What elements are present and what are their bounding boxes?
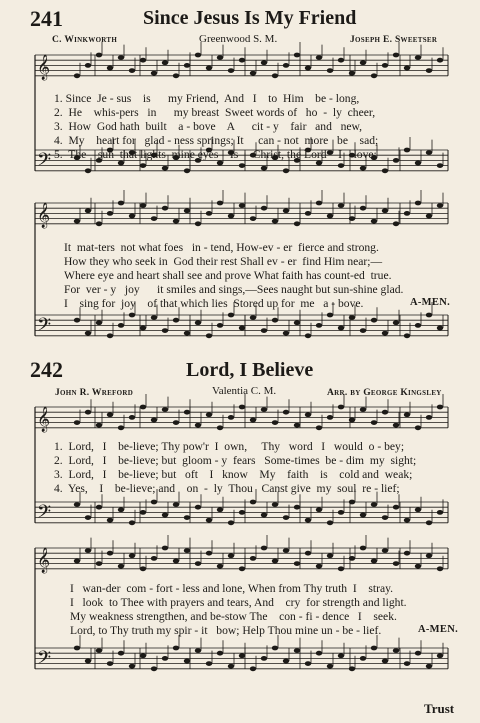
note-head — [360, 206, 366, 211]
note-head — [118, 201, 124, 206]
note-head — [338, 653, 344, 658]
note-head — [294, 53, 300, 58]
note-head — [74, 502, 80, 507]
note-head — [140, 203, 146, 208]
bass-clef-icon: 𝄢 — [37, 150, 52, 175]
note-head — [184, 548, 190, 553]
note-head — [305, 66, 311, 71]
note-head — [327, 313, 333, 318]
note-head — [316, 201, 322, 206]
note-head — [327, 68, 333, 73]
note-head — [349, 418, 355, 423]
verse-block-242-b — [70, 582, 407, 638]
note-head — [426, 415, 432, 420]
note-head — [371, 318, 377, 323]
note-head — [415, 425, 421, 430]
verse-line: 3. How God hath built a - bove A cit - y fair and new, — [54, 120, 363, 133]
note-head — [107, 66, 113, 71]
note-head — [404, 148, 410, 153]
note-head — [272, 559, 278, 564]
note-head — [426, 553, 432, 558]
note-head — [382, 659, 388, 664]
note-head — [437, 566, 443, 571]
note-head — [250, 556, 256, 561]
note-head — [162, 513, 168, 518]
note-head — [184, 515, 190, 520]
note-head — [129, 553, 135, 558]
note-head — [283, 331, 289, 336]
note-head — [382, 63, 388, 68]
treble-clef-icon: 𝄞 — [37, 55, 51, 80]
note-head — [217, 201, 223, 206]
note-head — [437, 203, 443, 208]
note-head — [415, 55, 421, 60]
hymn-author-241: C. Winkworth — [52, 35, 118, 45]
treble-clef-icon: 𝄞 — [37, 203, 51, 228]
note-head — [327, 664, 333, 669]
note-head — [96, 53, 102, 58]
note-head — [327, 553, 333, 558]
note-head — [305, 518, 311, 523]
note-head — [85, 548, 91, 553]
note-head — [195, 648, 201, 653]
note-head — [283, 659, 289, 664]
note-head — [195, 53, 201, 58]
note-head — [437, 405, 443, 410]
note-head — [294, 221, 300, 226]
note-head — [338, 203, 344, 208]
note-head — [349, 216, 355, 221]
bass-clef-icon: 𝄢 — [37, 502, 52, 527]
verse-line: Where eye and heart shall see and prove What faith has count-ed true. — [64, 269, 392, 282]
hymn-arranger-242: Arr. by George Kingsley — [327, 388, 442, 398]
note-head — [316, 55, 322, 60]
note-head — [393, 648, 399, 653]
note-head — [85, 63, 91, 68]
note-head — [393, 423, 399, 428]
note-head — [360, 328, 366, 333]
note-head — [393, 221, 399, 226]
note-head — [305, 211, 311, 216]
note-head — [415, 161, 421, 166]
note-head — [250, 418, 256, 423]
note-head — [382, 548, 388, 553]
note-head — [85, 168, 91, 173]
note-head — [316, 564, 322, 569]
verse-line: 1. Since Je - sus is my Friend, And I to Him be - long, — [54, 92, 360, 105]
note-head — [426, 68, 432, 73]
note-head — [162, 407, 168, 412]
note-head — [118, 651, 124, 656]
note-head — [107, 211, 113, 216]
note-head — [107, 551, 113, 556]
note-head — [162, 546, 168, 551]
note-head — [96, 505, 102, 510]
verse-line: For ver - y joy it smiles and sings,—Sees naught but sun-shine glad. — [64, 283, 404, 296]
note-head — [404, 661, 410, 666]
note-head — [74, 219, 80, 224]
note-head — [261, 206, 267, 211]
note-head — [85, 331, 91, 336]
note-head — [360, 546, 366, 551]
note-head — [360, 407, 366, 412]
note-head — [184, 208, 190, 213]
note-head — [250, 315, 256, 320]
note-head — [140, 566, 146, 571]
note-head — [371, 420, 377, 425]
note-head — [393, 53, 399, 58]
note-head — [327, 520, 333, 525]
note-head — [96, 320, 102, 325]
note-head — [437, 510, 443, 515]
note-head — [107, 333, 113, 338]
verse-line: 3. Lord, I be-lieve; but oft I know My faith is cold and weak; — [54, 468, 413, 481]
note-head — [415, 323, 421, 328]
note-head — [239, 203, 245, 208]
note-head — [96, 423, 102, 428]
note-head — [85, 208, 91, 213]
note-head — [129, 520, 135, 525]
verse-line: I look to Thee with prayers and tears, And cry for strength and light. — [70, 596, 407, 609]
note-head — [162, 656, 168, 661]
note-head — [371, 73, 377, 78]
verse-line: My weakness strengthen, and be-stow The con - fi - dence I seek. — [70, 610, 397, 623]
note-head — [151, 216, 157, 221]
bass-clef-icon: 𝄢 — [37, 648, 52, 673]
note-head — [393, 505, 399, 510]
verse-block-241-a — [54, 92, 378, 162]
note-head — [360, 656, 366, 661]
note-head — [228, 415, 234, 420]
note-head — [382, 168, 388, 173]
note-head — [294, 561, 300, 566]
note-head — [228, 313, 234, 318]
note-head — [228, 214, 234, 219]
note-head — [173, 420, 179, 425]
note-head — [217, 564, 223, 569]
note-head — [96, 221, 102, 226]
note-head — [349, 556, 355, 561]
note-head — [195, 221, 201, 226]
note-head — [184, 168, 190, 173]
note-head — [74, 420, 80, 425]
verse-line: 5. The sun that lights mine eyes Is Christ, the Lord I love; — [54, 148, 377, 161]
hymn-composer-241: Joseph E. Sweetser — [350, 35, 438, 45]
note-head — [382, 515, 388, 520]
note-head — [404, 518, 410, 523]
note-head — [294, 320, 300, 325]
note-head — [85, 659, 91, 664]
note-head — [118, 564, 124, 569]
note-head — [228, 68, 234, 73]
note-head — [371, 559, 377, 564]
note-head — [316, 323, 322, 328]
note-head — [140, 653, 146, 658]
note-head — [184, 410, 190, 415]
note-head — [349, 315, 355, 320]
note-head — [184, 331, 190, 336]
note-head — [250, 71, 256, 76]
note-head — [261, 407, 267, 412]
note-head — [107, 518, 113, 523]
hymn-number-241: 241 — [30, 6, 63, 31]
hymn-number-242: 242 — [30, 357, 63, 382]
note-head — [283, 208, 289, 213]
note-head — [360, 60, 366, 65]
note-head — [217, 425, 223, 430]
note-head — [349, 71, 355, 76]
note-head — [426, 150, 432, 155]
note-head — [217, 651, 223, 656]
note-head — [184, 659, 190, 664]
note-head — [195, 320, 201, 325]
note-head — [217, 55, 223, 60]
note-head — [305, 333, 311, 338]
note-head — [173, 318, 179, 323]
note-head — [382, 410, 388, 415]
note-head — [404, 66, 410, 71]
note-head — [305, 551, 311, 556]
note-head — [129, 415, 135, 420]
note-head — [162, 60, 168, 65]
note-head — [74, 559, 80, 564]
note-head — [195, 423, 201, 428]
note-head — [327, 214, 333, 219]
note-head — [393, 158, 399, 163]
note-head — [239, 163, 245, 168]
note-head — [162, 166, 168, 171]
catchword: Trust — [424, 701, 455, 716]
verse-line: How they who seek in God their rest Shall ev - er find Him near;— — [64, 255, 383, 268]
hymn-title-242: Lord, I Believe — [186, 359, 314, 381]
note-head — [437, 326, 443, 331]
note-head — [162, 206, 168, 211]
note-head — [96, 561, 102, 566]
note-head — [140, 510, 146, 515]
note-head — [294, 648, 300, 653]
note-head — [360, 166, 366, 171]
note-head — [316, 425, 322, 430]
treble-clef-icon: 𝄞 — [37, 407, 51, 432]
note-head — [415, 564, 421, 569]
verse-line: 1. Lord, I be-lieve; Thy pow'r I own, Thy word I would o - bey; — [54, 440, 405, 453]
note-head — [415, 651, 421, 656]
note-head — [283, 410, 289, 415]
note-head — [393, 561, 399, 566]
note-head — [118, 507, 124, 512]
verse-block-241-b — [64, 241, 403, 311]
note-head — [404, 333, 410, 338]
note-head — [360, 513, 366, 518]
note-head — [151, 556, 157, 561]
note-head — [261, 60, 267, 65]
note-head — [173, 559, 179, 564]
note-head — [118, 55, 124, 60]
note-head — [206, 551, 212, 556]
note-head — [140, 405, 146, 410]
amen-242: A-MEN. — [418, 624, 459, 635]
note-head — [261, 546, 267, 551]
note-head — [239, 326, 245, 331]
note-head — [239, 653, 245, 658]
note-head — [272, 502, 278, 507]
note-head — [239, 566, 245, 571]
note-head — [349, 666, 355, 671]
note-head — [239, 510, 245, 515]
verse-line: It mat-ters not what foes in - tend, How-ev - er fierce and strong. — [64, 241, 379, 254]
note-head — [151, 418, 157, 423]
note-head — [151, 71, 157, 76]
note-head — [85, 410, 91, 415]
note-head — [283, 548, 289, 553]
verse-line: I sing for joy of that which lies Stored up for me a - bove. — [64, 297, 364, 310]
note-head — [195, 505, 201, 510]
note-head — [371, 502, 377, 507]
note-head — [404, 551, 410, 556]
note-head — [327, 415, 333, 420]
note-head — [404, 211, 410, 216]
note-head — [228, 553, 234, 558]
note-head — [118, 425, 124, 430]
note-head — [206, 412, 212, 417]
bass-clef-icon: 𝄢 — [37, 315, 52, 340]
hymn-tune-242: Valentia C. M. — [212, 385, 277, 397]
note-head — [305, 412, 311, 417]
note-head — [107, 661, 113, 666]
note-head — [338, 566, 344, 571]
verse-line: 2. Lord, I be-lieve; but gloom - y fears Some-times be - dim my sight; — [54, 454, 417, 467]
note-head — [206, 211, 212, 216]
note-head — [437, 58, 443, 63]
verse-line: 4. Yes, I be-lieve; and on - ly Thou Canst give my soul re - lief; — [54, 482, 400, 495]
note-head — [129, 664, 135, 669]
note-head — [415, 507, 421, 512]
note-head — [74, 73, 80, 78]
note-head — [96, 648, 102, 653]
note-head — [173, 73, 179, 78]
treble-clef-icon: 𝄞 — [37, 548, 51, 573]
note-head — [338, 405, 344, 410]
note-head — [283, 63, 289, 68]
note-head — [316, 507, 322, 512]
note-head — [426, 520, 432, 525]
verse-line: 2. He whis-pers in my breast Sweet words of ho - ly cheer, — [54, 106, 376, 119]
note-head — [140, 58, 146, 63]
hymn-tune-241: Greenwood S. M. — [199, 33, 278, 45]
note-head — [217, 507, 223, 512]
note-head — [129, 214, 135, 219]
note-head — [151, 315, 157, 320]
note-head — [151, 500, 157, 505]
note-head — [272, 73, 278, 78]
note-head — [272, 219, 278, 224]
note-head — [261, 166, 267, 171]
note-head — [74, 646, 80, 651]
note-head — [338, 163, 344, 168]
note-head — [239, 58, 245, 63]
note-head — [140, 163, 146, 168]
note-head — [206, 333, 212, 338]
note-head — [250, 666, 256, 671]
note-head — [195, 561, 201, 566]
note-head — [74, 318, 80, 323]
note-head — [382, 208, 388, 213]
note-head — [162, 328, 168, 333]
note-head — [261, 656, 267, 661]
amen-241: A-MEN. — [410, 297, 451, 308]
note-head — [228, 520, 234, 525]
note-head — [173, 646, 179, 651]
note-head — [151, 666, 157, 671]
note-head — [338, 58, 344, 63]
note-head — [250, 216, 256, 221]
note-head — [118, 323, 124, 328]
note-head — [371, 219, 377, 224]
note-head — [272, 420, 278, 425]
verse-line: I wan-der com - fort - less and lone, When from Thy truth I stray. — [70, 582, 394, 595]
note-head — [437, 163, 443, 168]
note-head — [261, 513, 267, 518]
hymn-author-242: John R. Wreford — [55, 388, 134, 398]
note-head — [206, 518, 212, 523]
note-head — [129, 68, 135, 73]
note-head — [206, 66, 212, 71]
note-head — [393, 320, 399, 325]
note-head — [261, 328, 267, 333]
note-head — [173, 219, 179, 224]
note-head — [184, 63, 190, 68]
note-head — [338, 326, 344, 331]
note-head — [283, 515, 289, 520]
note-head — [305, 661, 311, 666]
note-head — [140, 326, 146, 331]
verse-block-242-a — [54, 440, 416, 496]
note-head — [294, 505, 300, 510]
note-head — [437, 653, 443, 658]
note-head — [404, 412, 410, 417]
note-head — [173, 502, 179, 507]
note-head — [250, 500, 256, 505]
note-head — [283, 168, 289, 173]
note-head — [85, 515, 91, 520]
note-head — [426, 664, 432, 669]
note-head — [272, 646, 278, 651]
hymn-title-241: Since Jesus Is My Friend — [143, 7, 357, 29]
note-head — [206, 661, 212, 666]
note-head — [415, 201, 421, 206]
note-head — [217, 323, 223, 328]
verse-line: 4. My heart for glad - ness springs; It can - not more be sad; — [54, 134, 379, 147]
verse-line: Lord, to Thy truth my spir - it bow; Help Thou mine un - be - lief. — [70, 624, 382, 637]
note-head — [272, 318, 278, 323]
note-head — [382, 331, 388, 336]
note-head — [239, 405, 245, 410]
note-head — [349, 500, 355, 505]
note-head — [228, 664, 234, 669]
note-head — [426, 313, 432, 318]
note-head — [107, 412, 113, 417]
note-head — [129, 313, 135, 318]
note-head — [316, 651, 322, 656]
note-head — [294, 423, 300, 428]
note-head — [426, 214, 432, 219]
note-head — [371, 646, 377, 651]
note-head — [338, 510, 344, 515]
